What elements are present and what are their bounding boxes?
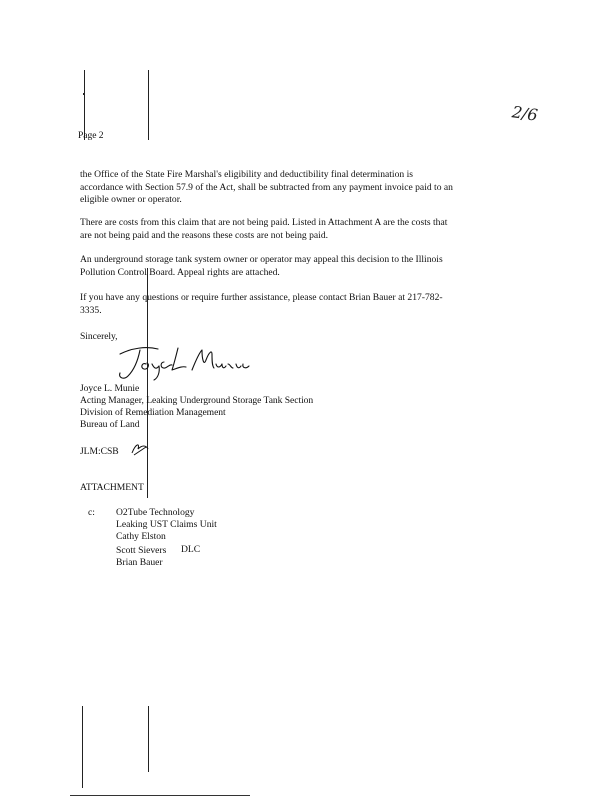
paragraph-line: 3335. bbox=[80, 304, 102, 316]
paragraph-line: Pollution Control Board. Appeal rights are attached. bbox=[80, 266, 280, 278]
paragraph-contact bbox=[80, 292, 443, 317]
paragraph-deductible bbox=[80, 169, 453, 207]
reference-initials: JLM:CSB bbox=[80, 446, 119, 457]
paragraph-line: accordance with Section 57.9 of the Act, shall be subtracted from any payment invoice paid to an bbox=[80, 181, 453, 193]
paragraph-line: the Office of the State Fire Marshal's eligibility and deductibility final determination is bbox=[80, 169, 413, 180]
cc-dlc-note: DLC bbox=[181, 544, 201, 555]
page-number: Page 2 bbox=[78, 130, 104, 141]
paragraph-appeal bbox=[80, 254, 443, 279]
closing: Sincerely, bbox=[80, 331, 118, 342]
cc-recipient: O2Tube Technology bbox=[116, 507, 195, 518]
cc-recipient: Scott Sievers bbox=[116, 545, 167, 556]
scan-line-mid bbox=[148, 70, 149, 140]
scan-bottom-line bbox=[70, 795, 250, 796]
attachment-label: ATTACHMENT bbox=[80, 482, 144, 493]
scan-dot bbox=[83, 93, 85, 95]
paragraph-line: There are costs from this claim that are not being paid. Listed in Attachment A are the costs that bbox=[80, 217, 448, 228]
initials-scribble bbox=[130, 441, 150, 457]
paragraph-line: If you have any questions or require further assistance, please contact Brian Bauer at 217-782- bbox=[80, 292, 443, 303]
signer-title: Acting Manager, Leaking Underground Storage Tank Section bbox=[80, 395, 314, 406]
signature-image bbox=[112, 340, 252, 382]
signer-name: Joyce L. Munie bbox=[80, 383, 140, 394]
paragraph-costs bbox=[80, 217, 447, 242]
scan-line-mid-bottom bbox=[148, 706, 149, 772]
paragraph-line: are not being paid and the reasons these costs are not being paid. bbox=[80, 229, 329, 241]
paragraph-line: An underground storage tank system owner or operator may appeal this decision to the Illinois bbox=[80, 254, 443, 265]
signer-bureau: Bureau of Land bbox=[80, 419, 140, 430]
paragraph-line: eligible owner or operator. bbox=[80, 194, 182, 206]
cc-recipient: Brian Bauer bbox=[116, 557, 163, 568]
scan-line-left-bottom bbox=[82, 706, 83, 788]
cc-recipient: Leaking UST Claims Unit bbox=[116, 519, 217, 530]
handwritten-page-note: 2/6 bbox=[510, 102, 539, 125]
signer-division: Division of Remediation Management bbox=[80, 407, 226, 418]
cc-label: c: bbox=[88, 507, 95, 518]
cc-recipient: Cathy Elston bbox=[116, 531, 166, 542]
